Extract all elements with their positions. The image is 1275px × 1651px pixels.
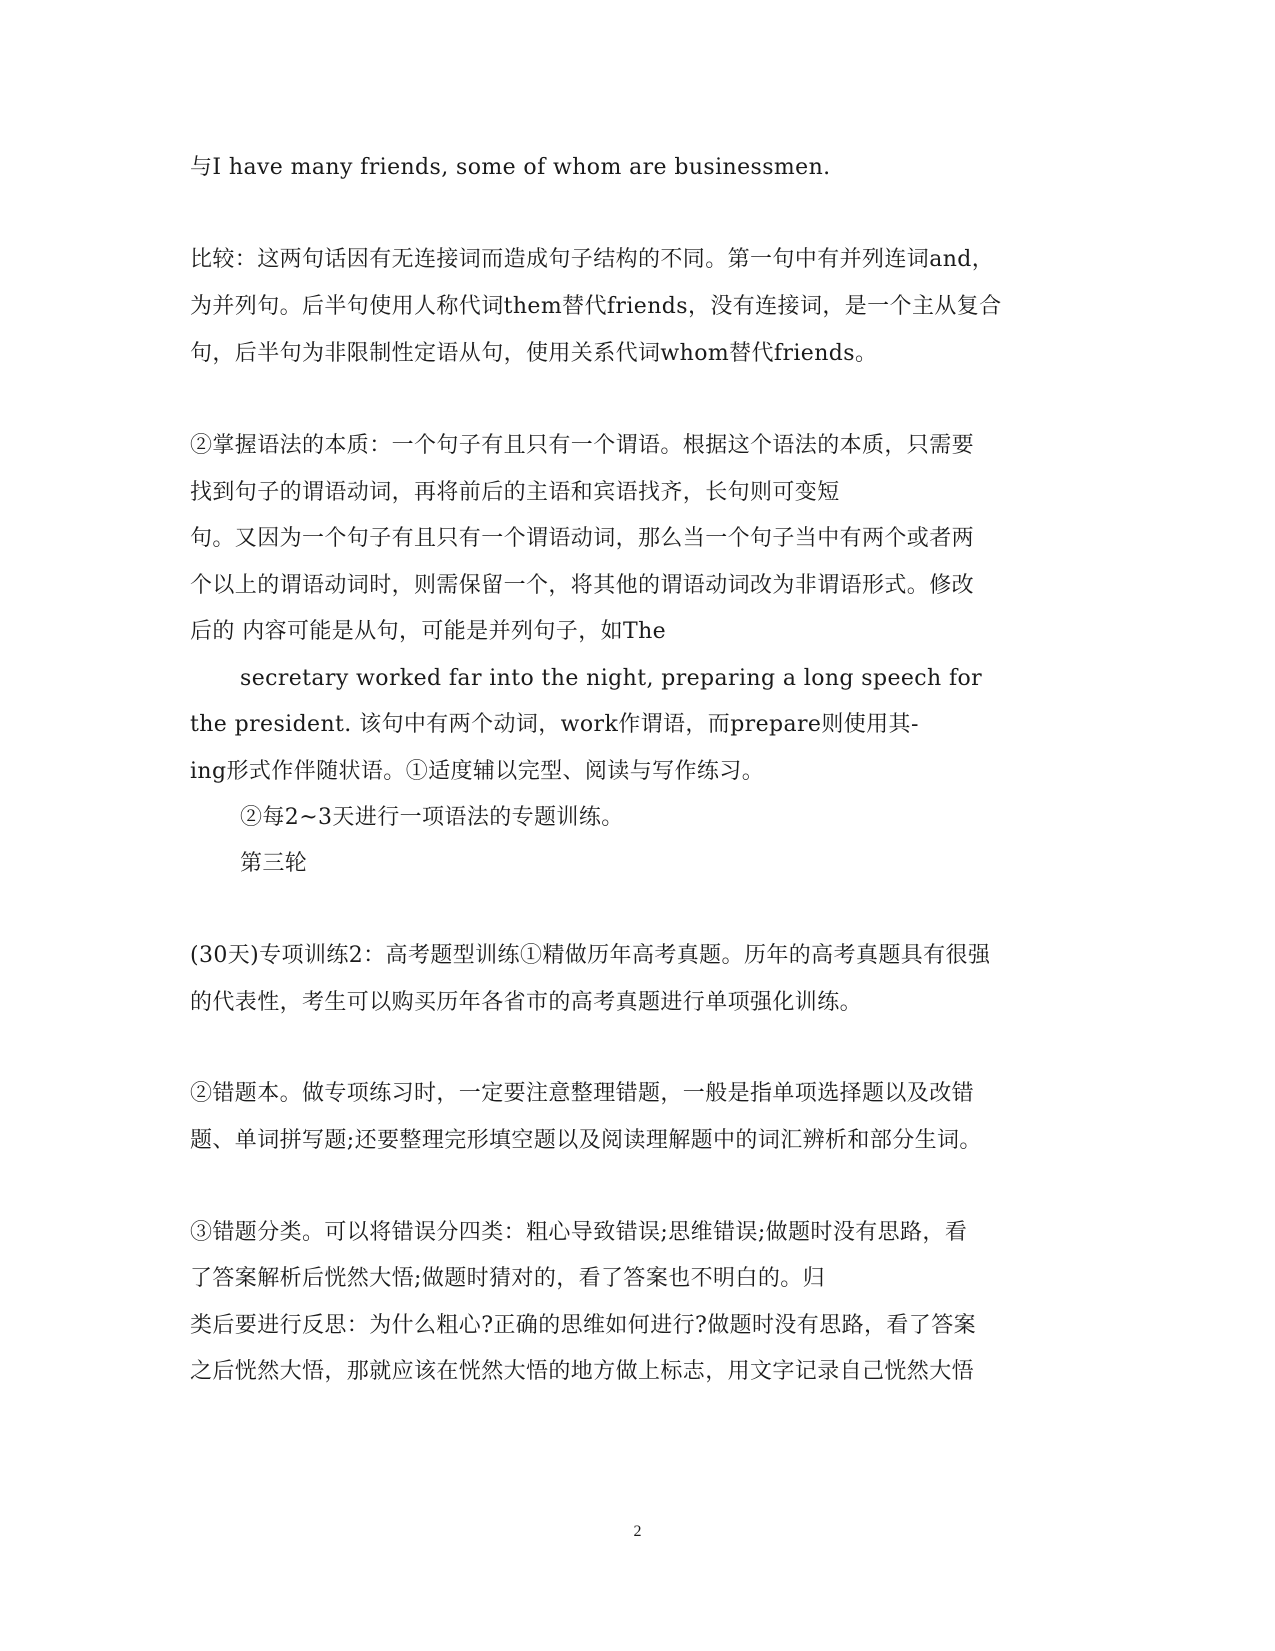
text-line-4: 句，后半句为非限制性定语从句，使用关系代词whom替代friends。 (190, 341, 878, 366)
text-line-17: ②错题本。做专项练习时，一定要注意整理错题，一般是指单项选择题以及改错 (190, 1081, 975, 1106)
text-line-21: 类后要进行反思：为什么粗心?正确的思维如何进行?做题时没有思路，看了答案 (190, 1313, 976, 1338)
text-line-14: 第三轮 (240, 851, 308, 876)
page-number: 2 (633, 1523, 642, 1540)
text-line-10: secretary worked far into the night, preparing a long speech for (240, 666, 983, 691)
text-line-12: ing形式作伴随状语。①适度辅以完型、阅读与写作练习。 (190, 759, 765, 784)
text-line-19: ③错题分类。可以将错误分四类：粗心导致错误;思维错误;做题时没有思路，看 (190, 1220, 968, 1245)
text-line-2: 比较：这两句话因有无连接词而造成句子结构的不同。第一句中有并列连词and， (190, 247, 995, 272)
text-line-3: 为并列句。后半句使用人称代词them替代friends，没有连接词，是一个主从复合 (190, 294, 1002, 319)
text-line-7: 句。又因为一个句子有且只有一个谓语动词，那么当一个句子当中有两个或者两 (190, 526, 975, 551)
text-line-11: the president. 该句中有两个动词，work作谓语，而prepare则使用其- (190, 712, 919, 737)
text-line-8: 个以上的谓语动词时，则需保留一个，将其他的谓语动词改为非谓语形式。修改 (190, 573, 975, 598)
text-line-1: 与I have many friends, some of whom are businessmen. (190, 155, 831, 180)
text-line-22: 之后恍然大悟，那就应该在恍然大悟的地方做上标志，用文字记录自己恍然大悟 (190, 1359, 975, 1384)
text-line-16: 的代表性，考生可以购买历年各省市的高考真题进行单项强化训练。 (190, 990, 863, 1015)
text-line-18: 题、单词拼写题;还要整理完形填空题以及阅读理解题中的词汇辨析和部分生词。 (190, 1128, 982, 1153)
text-line-6: 找到句子的谓语动词，再将前后的主语和宾语找齐，长句则可变短 (190, 480, 840, 505)
text-line-5: ②掌握语法的本质：一个句子有且只有一个谓语。根据这个语法的本质，只需要 (190, 433, 975, 458)
text-line-9: 后的 内容可能是从句，可能是并列句子，如The (190, 619, 667, 644)
text-line-20: 了答案解析后恍然大悟;做题时猜对的，看了答案也不明白的。归 (190, 1266, 826, 1291)
text-line-15: (30天)专项训练2：高考题型训练①精做历年高考真题。历年的高考真题具有很强 (190, 943, 991, 968)
text-line-13: ②每2~3天进行一项语法的专题训练。 (240, 805, 624, 830)
